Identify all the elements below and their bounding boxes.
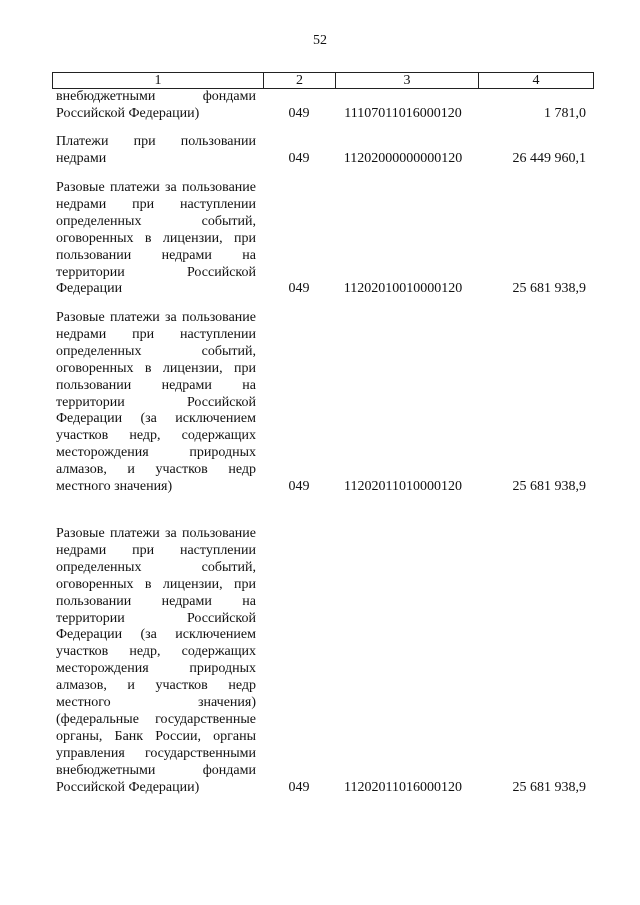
header-col-4: 4 [478,73,593,88]
row-budget-code: 11202010010000120 [343,281,463,297]
row-amount: 1 781,0 [544,105,586,121]
row-description: Разовые платежи за пользование недрами при наступлении определенных событий, оговоренных в лицензии, при пользовании недрами на территории Российской Федерации [56,180,256,297]
table-row [56,310,598,496]
table-row [56,526,598,797]
row-description: Платежи при пользовании недрами [56,134,256,166]
table-row [56,134,598,168]
row-description: внебюджетными фондами Российской Федерации) [56,89,256,121]
header-col-2: 2 [263,73,335,88]
table-header [52,72,594,89]
row-amount: 25 681 938,9 [512,281,586,297]
row-admin-code: 049 [288,779,310,795]
row-description: Разовые платежи за пользование недрами при наступлении определенных событий, оговоренных в лицензии, при пользовании недрами на территории Российской Федерации (за исключением участков недр, содержащих месторождения природных алмазов, и участков недр местного значения) [56,310,256,495]
row-admin-code: 049 [288,281,310,297]
row-budget-code: 11202000000000120 [343,150,463,166]
row-admin-code: 049 [288,150,310,166]
row-amount: 26 449 960,1 [512,150,586,166]
table-row [56,180,598,298]
page-number: 52 [313,33,327,48]
row-admin-code: 049 [288,479,310,495]
header-col-1: 1 [154,73,162,88]
row-description: Разовые платежи за пользование недрами при наступлении определенных событий, оговоренных в лицензии, при пользовании недрами на территории Российской Федерации (за исключением участков недр, содержащих месторождения природных алмазов, и участков недр местного значения) (федеральные государственные органы, Банк России, органы управления государственными внебюджетными фондами Российской Федерации) [56,526,256,795]
row-budget-code: 11107011016000120 [344,105,462,121]
row-budget-code: 11202011010000120 [344,479,462,495]
row-amount: 25 681 938,9 [512,479,586,495]
header-col-3: 3 [335,73,478,88]
row-amount: 25 681 938,9 [512,779,586,795]
row-admin-code: 049 [288,105,310,121]
table-row [56,89,598,123]
row-budget-code: 11202011016000120 [344,779,462,795]
